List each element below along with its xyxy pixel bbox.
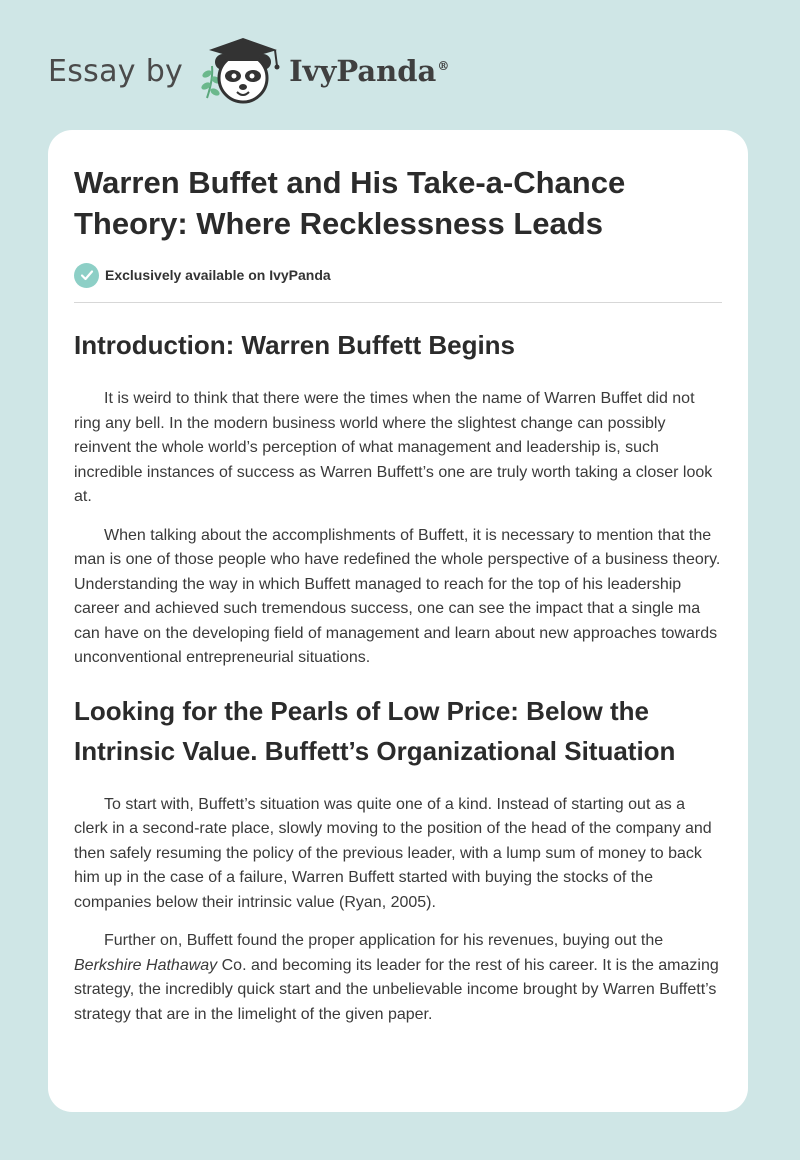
article-card [48, 130, 748, 1112]
section-heading-introduction: Introduction: Warren Buffett Begins [74, 330, 516, 360]
company-name-emphasis: Berkshire Hathaway [74, 956, 218, 974]
paragraph: When talking about the accomplishments of Buffett, it is necessary to mention that the man is one of those people who have redefined the whole perspective of a business theory. Understanding the way in which Buffett managed to reach for the top of his leadership career and achieved such tremendous success, one can see the impact that a single ma can have on the developing field of management and learn about new approaches towards unconventional entrepreneurial situations. [74, 526, 721, 666]
section-heading-pearls: Looking for the Pearls of Low Price: Below the Intrinsic Value. Buffett’s Organizational Situation [74, 695, 676, 766]
brand-prefix: Essay by [48, 53, 184, 89]
paragraph: To start with, Buffett’s situation was quite one of a kind. Instead of starting out as a clerk in a second-rate place, slowly moving to the position of the head of the company and then safely resuming the policy of the previous leader, with a lump sum of money to back him up in the case of a failure, Warren Buffett started with buying the stocks of the companies below their intrinsic value (Ryan, 2005). [74, 795, 712, 911]
brand-header [48, 36, 449, 106]
exclusive-label: Exclusively available on IvyPanda [105, 267, 331, 283]
registered-mark: ® [437, 59, 450, 74]
title-divider [74, 302, 722, 303]
panda-logo-icon [197, 36, 283, 106]
paragraph: It is weird to think that there were the times when the name of Warren Buffet did not ring any bell. In the modern business world where the slightest change can possibly reinvent the whole world’s perception of what management and leadership is, such incredible instances of success as Warren Buffett’s one are truly worth taking a closer look at. [74, 390, 713, 505]
paragraph: Further on, Buffett found the proper application for his revenues, buying out the Berkshire Hathaway Co. and becoming its leader for the rest of his career. It is the amazing strategy, the incredibly quick start and the unbelievable income brought by Warren Buffett’s strategy that are in the limelight of the given paper. [74, 932, 719, 1023]
brand-name: IvyPanda® [289, 54, 450, 88]
check-icon [74, 263, 99, 288]
exclusive-badge [74, 262, 722, 288]
article-title: Warren Buffet and His Take-a-Chance Theory: Where Recklessness Leads [74, 165, 626, 241]
